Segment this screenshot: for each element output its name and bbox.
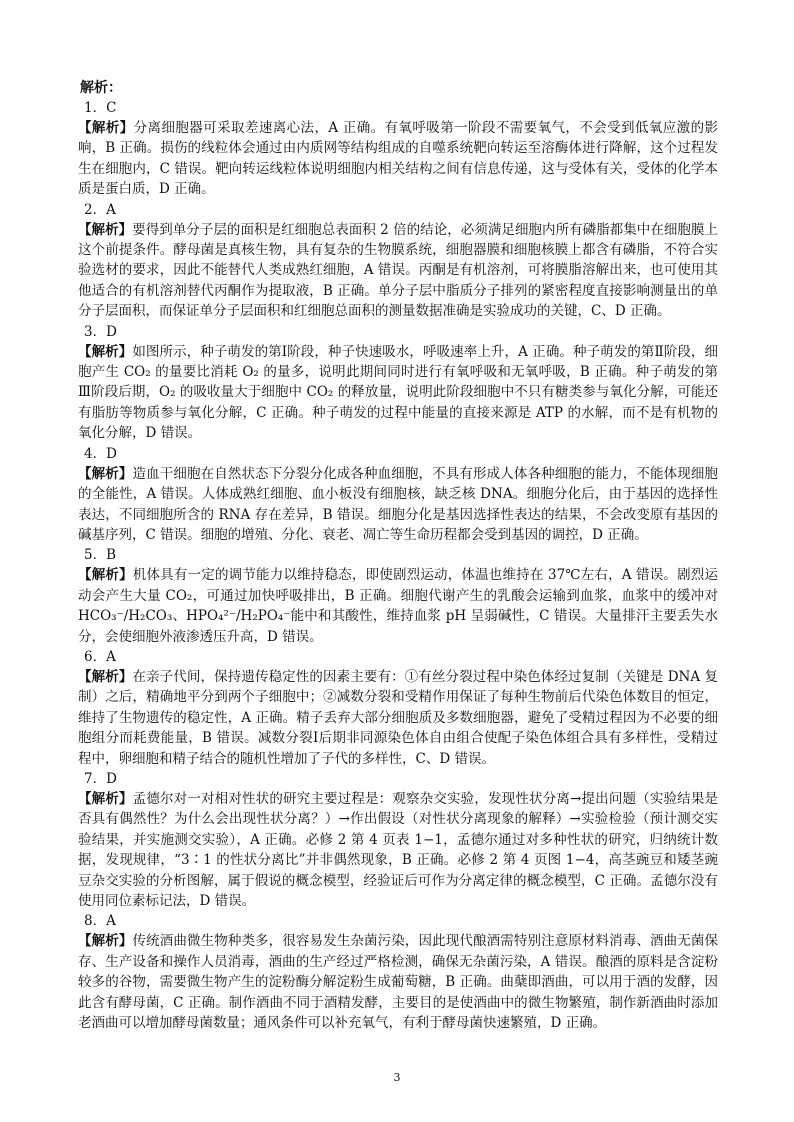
explanation-tag: 【解析】 — [78, 221, 133, 238]
answer-explanation — [78, 667, 718, 769]
explanation-text: 在亲子代间，保持遗传稳定性的因素主要有：①有丝分裂过程中染色体经过复制（关键是 DNA 复制）之后，精确地平分到两个子细胞中；②减数分裂和受精作用保证了每种生物前后代染色体数目的恒定，维持了生物遗传的稳定性，A 正确。精子丢弃大部分细胞质及多数细胞器，避免了受精过程因为不必要的细胞组分而耗费能量，B 错误。减数分裂Ⅰ后期非同源染色体自由组合使配子染色体组合具有多样性，受精过程中，卵细胞和精子结合的随机性增加了子代的多样性，C、D 错误。 — [78, 668, 719, 767]
answer-number: 8．A — [84, 913, 116, 930]
answer-item — [78, 769, 718, 911]
explanation-text: 要得到单分子层的面积是红细胞总表面积 2 倍的结论，必须满足细胞内所有磷脂都集中在细胞膜上这个前提条件。酵母菌是真核生物，具有复杂的生物膜系统，细胞器膜和细胞核膜上都含有磷脂，不符合实验选材的要求，因此不能替代人类成熟红细胞，A 错误。丙酮是有机溶剂，可将膜脂溶解出来，也可使用其他适合的有机溶剂替代丙酮作为提取液，B 正确。单分子层中脂质分子排列的紧密程度直接影响测量出的单分子层面积，而保证单分子层面积和红细胞总面积的测量数据准确是实验成功的关键，C、D 正确。 — [78, 221, 718, 320]
answer-item — [78, 647, 718, 769]
answer-explanation — [78, 342, 718, 444]
explanation-text: 孟德尔对一对相对性状的研究主要过程是：观察杂交实验，发现性状分离→提出问题（实验结果是否具有偶然性？为什么会出现性状分离？）→作出假设（对性状分离现象的解释）→实验检验（预计测交实验结果，并实施测交实验），A 正确。必修 2 第 4 页表 1−1，孟德尔通过对多种性状的研究，归纳统计数据，发现规律，“3∶1 的性状分离比”并非偶然现象，B 正确。必修 2 第 4 页图 1−4，高茎豌豆和矮茎豌豆杂交实验的分析图解，属于假说的概念模型，经验证后可作为分离定律的概念模型，C 正确。孟德尔没有使用同位素标记法，D 错误。 — [78, 790, 719, 909]
answer-list — [78, 98, 718, 1033]
explanation-tag: 【解析】 — [78, 668, 133, 685]
answer-number: 5．B — [84, 547, 117, 564]
answer-number: 6．A — [84, 648, 116, 665]
answer-item — [78, 200, 718, 322]
document-body — [78, 78, 718, 1033]
answer-explanation — [78, 789, 718, 911]
answer-explanation — [78, 118, 718, 200]
answer-number: 3．D — [84, 323, 117, 340]
answer-explanation — [78, 565, 718, 647]
explanation-text: 传统酒曲微生物种类多，很容易发生杂菌污染，因此现代酿酒需特别注意原材料消毒、酒曲无菌保存、生产设备和操作人员消毒，酒曲的生产经过严格检测，确保无杂菌污染，A 错误。酿酒的原料是含淀粉较多的谷物，需要微生物产生的淀粉酶分解淀粉生成葡萄糖，B 正确。曲蘖即酒曲，可以用于酒的发酵，因此含有酵母菌，C 正确。制作酒曲不同于酒精发酵，主要目的是使酒曲中的微生物繁殖，制作新酒曲时添加老酒曲可以增加酵母菌数量；通风条件可以补充氧气，有利于酵母菌快速繁殖，D 正确。 — [78, 933, 719, 1032]
answer-number: 2．A — [84, 201, 116, 218]
explanation-tag: 【解析】 — [78, 790, 133, 807]
explanation-text: 如图所示，种子萌发的第Ⅰ阶段，种子快速吸水，呼吸速率上升，A 正确。种子萌发的第Ⅱ阶段，细胞产生 CO₂ 的量要比消耗 O₂ 的量多，说明此期间同时进行有氧呼吸和无氧呼吸，B 正确。种子萌发的第Ⅲ阶段后期，O₂ 的吸收量大于细胞中 CO₂ 的释放量，说明此阶段细胞中不只有糖类参与氧化分解，可能还有脂肪等物质参与氧化分解，C 正确。种子萌发的过程中能量的直接来源是 ATP 的水解，而不是有机物的氧化分解，D 错误。 — [78, 343, 718, 442]
explanation-tag: 【解析】 — [78, 465, 133, 482]
section-heading: 解析： — [80, 80, 122, 96]
explanation-tag: 【解析】 — [78, 120, 134, 136]
explanation-tag: 【解析】 — [78, 567, 133, 584]
answer-number: 4．D — [84, 445, 117, 462]
answer-item — [78, 322, 718, 444]
explanation-text: 造血干细胞在自然状态下分裂分化成各种血细胞，不具有形成人体各种细胞的能力，不能体现细胞的全能性，A 错误。人体成熟红细胞、血小板没有细胞核，缺乏核 DNA。细胞分化后，由于基因的选择性表达，不同细胞所含的 RNA 存在差异，B 错误。细胞分化是基因选择性表达的结果，不会改变原有基因的碱基序列，C 错误。细胞的增殖、分化、衰老、凋亡等生命历程都会受到基因的调控，D 正确。 — [78, 465, 719, 543]
explanation-tag: 【解析】 — [78, 343, 133, 360]
answer-explanation — [78, 464, 718, 546]
answer-item — [78, 545, 718, 647]
answer-item — [78, 98, 718, 200]
answer-item — [78, 911, 718, 1033]
explanation-text: 机体具有一定的调节能力以维持稳态，即使剧烈运动，体温也维持在 37℃左右，A 错误。剧烈运动会产生大量 CO₂，可通过加快呼吸排出，B 正确。细胞代谢产生的乳酸会运输到血浆，血浆中的缓冲对 HCO₃⁻/H₂CO₃、HPO₄²⁻/H₂PO₄⁻能中和其酸性，维持血浆 pH 呈弱碱性，C 错误。大量排汗主要丢失水分，会使细胞外液渗透压升高，D 错误。 — [78, 567, 718, 645]
explanation-text: 分离细胞器可采取差速离心法，A 正确。有氧呼吸第一阶段不需要氧气，不会受到低氧应激的影响，B 正确。损伤的线粒体会通过由内质网等结构组成的自噬系统靶向转运至溶酶体进行降解，这个过程发生在细胞内，C 错误。靶向转运线粒体说明细胞内相关结构之间有信息传递，这与受体有关，受体的化学本质是蛋白质，D 正确。 — [78, 120, 718, 198]
page-number: 3 — [393, 1071, 401, 1084]
answer-explanation — [78, 220, 718, 322]
answer-explanation — [78, 931, 718, 1033]
explanation-tag: 【解析】 — [78, 933, 133, 950]
answer-number: 1．C — [84, 100, 117, 116]
answer-number: 7．D — [84, 770, 117, 787]
answer-item — [78, 444, 718, 546]
